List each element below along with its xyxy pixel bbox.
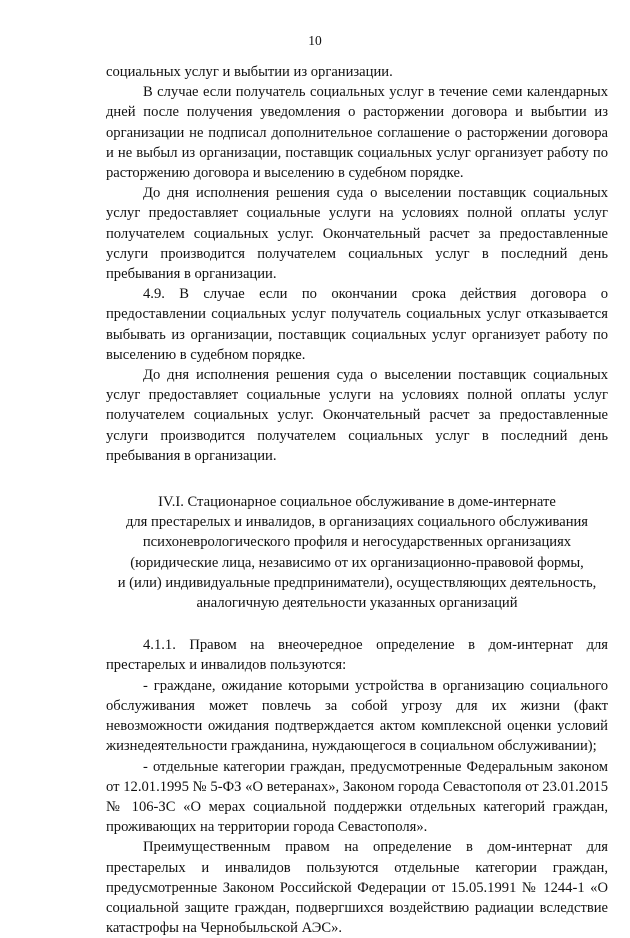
page-number: 10 [308, 33, 322, 48]
paragraph-priority-right: Преимущественным правом на определение в дом-интернат для престарелых и инвалидов пользуются отдельные категории граждан, предусмотренные Законом Российской Федерации от 15.05.1991 № 1244-1 «О социальной защите граждан, подвергшихся воздействию радиации вследствие катастрофы на Чернобыльской АЭС». [106, 839, 608, 937]
heading-line: и (или) индивидуальные предприниматели), осуществляющих деятельность, [117, 574, 597, 591]
paragraph-court-decision: До дня исполнения решения суда о выселении поставщик социальных услуг предоставляет социальные услуги на условиях полной оплаты услуг получателем социальных услуг. Окончательный расчет за предоставленные услуги производится получателем социальных услуг в последний день пребывания в организации. [106, 185, 608, 283]
heading-line: IV.I. Стационарное социальное обслуживание в доме-интернате [158, 494, 556, 511]
paragraph-clause-4-1-1: 4.1.1. Правом на внеочередное определение в дом-интернат для престарелых и инвалидов пользуются: [106, 637, 608, 674]
document-body [106, 62, 608, 938]
section-heading [106, 492, 608, 613]
paragraph-eviction-notice: В случае если получатель социальных услуг в течение семи календарных дней после получения уведомления о расторжении договора и выбытии из организации не подписал дополнительное соглашение о расторжении договора и не выбыл из организации, поставщик социальных услуг организует работу по расторжению договора и выселению в судебном порядке. [106, 84, 608, 182]
paragraph-clause-4-9: 4.9. В случае если по окончании срока действия договора о предоставлении социальных услуг получатель социальных услуг отказывается выбывать из организации, поставщик социальных услуг организует работу по выселению в судебном порядке. [106, 286, 608, 363]
heading-line: для престарелых и инвалидов, в организациях социального обслуживания [125, 514, 589, 531]
list-item-citizens: - граждане, ожидание которыми устройства в организацию социального обслуживания может повлечь за собой угрозу для их жизни (факт невозможности ожидания подтверждается актом комплексной оценки условий жизнедеятельности гражданина, нуждающегося в социальном обслуживании); [106, 677, 608, 755]
heading-line: аналогичную деятельности указанных организаций [196, 595, 518, 612]
heading-line: психоневрологического профиля и негосударственных организациях [142, 534, 572, 551]
paragraph-continuation: социальных услуг и выбытии из организации. [106, 64, 393, 80]
paragraph-court-decision-2: До дня исполнения решения суда о выселении поставщик социальных услуг предоставляет социальные услуги на условиях полной оплаты услуг получателем социальных услуг. Окончательный расчет за предоставленные услуги производится получателем социальных услуг в последний день пребывания в организации. [106, 367, 608, 464]
list-item-categories: - отдельные категории граждан, предусмотренные Федеральным законом от 12.01.1995 № 5-ФЗ «О ветеранах», Законом города Севастополя от 23.01.2015 № 106-ЗС «О мерах социальной поддержки отдельных категорий граждан, проживающих на территории города Севастополя». [106, 758, 608, 836]
heading-line: (юридические лица, независимо от их организационно-правовой формы, [130, 554, 584, 571]
